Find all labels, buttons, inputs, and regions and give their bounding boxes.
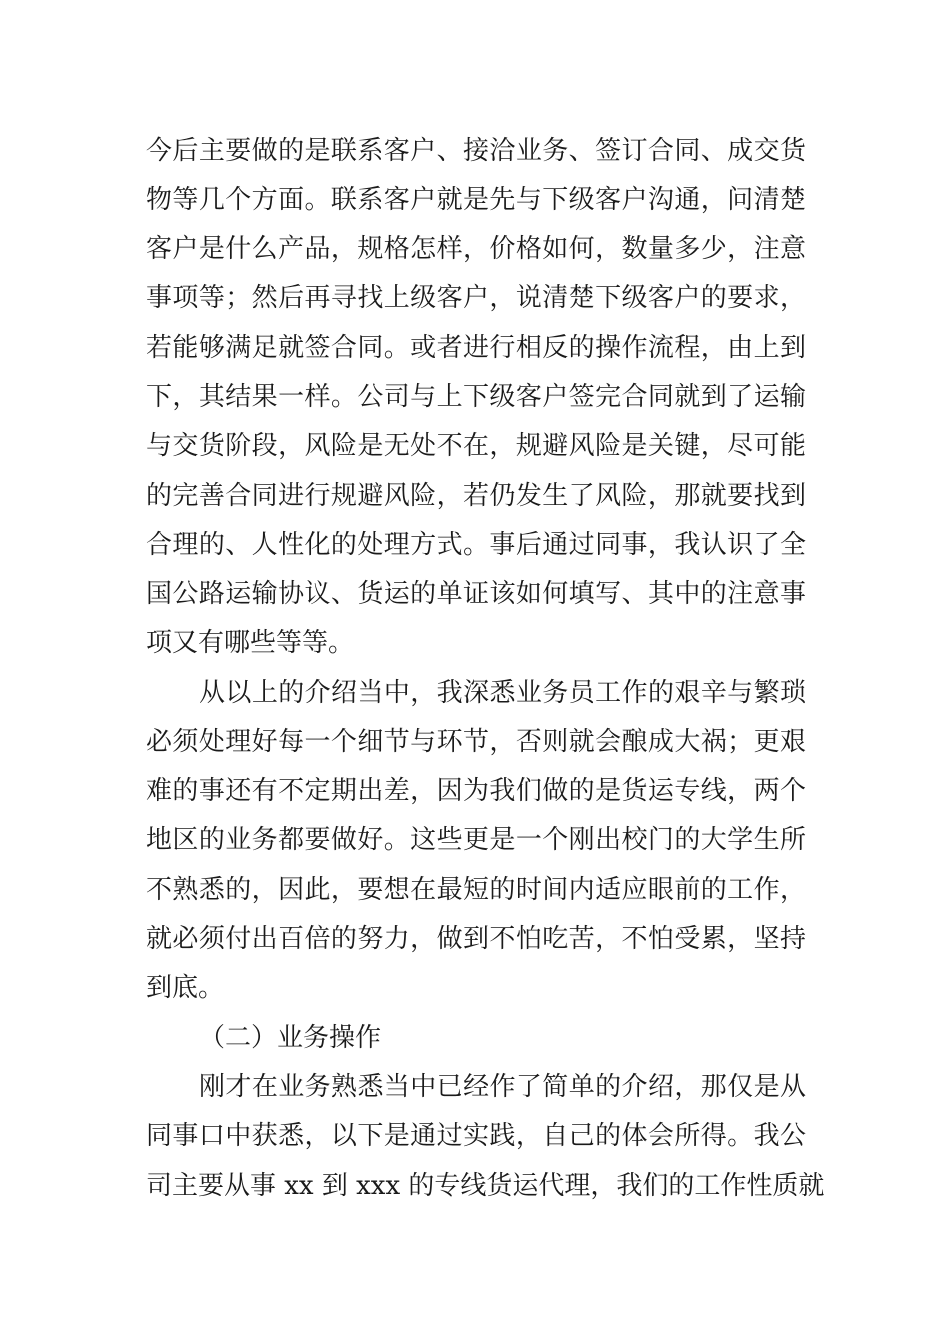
paragraph-line: 刚才在业务熟悉当中已经作了简单的介绍，那仅是从 [199, 1072, 806, 1102]
paragraph-line: 合理的、人性化的处理方式。事后通过同事，我认识了全 [146, 530, 806, 560]
paragraph-line: 同事口中获悉，以下是通过实践，自己的体会所得。我公 [146, 1121, 806, 1151]
paragraph-line: 国公路运输协议、货运的单证该如何填写、其中的注意事 [146, 579, 806, 609]
paragraph-line: 物等几个方面。联系客户就是先与下级客户沟通，问清楚 [146, 185, 806, 215]
paragraph-line: 客户是什么产品，规格怎样，价格如何，数量多少，注意 [146, 234, 806, 264]
paragraph-line: 若能够满足就签合同。或者进行相反的操作流程，由上到 [146, 333, 806, 363]
paragraph-line: 今后主要做的是联系客户、接洽业务、签订合同、成交货 [146, 136, 806, 166]
paragraph-line: 司主要从事 xx 到 xxx 的专线货运代理，我们的工作性质就 [146, 1171, 825, 1201]
paragraph-line: 到底。 [146, 973, 225, 1003]
paragraph-line: 必须处理好每一个细节与环节，否则就会酿成大祸；更艰 [146, 727, 806, 757]
paragraph-line: 难的事还有不定期出差，因为我们做的是货运专线，两个 [146, 776, 806, 806]
paragraph-line: 项又有哪些等等。 [146, 628, 355, 658]
paragraph-line: 不熟悉的，因此，要想在最短的时间内适应眼前的工作， [146, 875, 806, 905]
paragraph-line: 从以上的介绍当中，我深悉业务员工作的艰辛与繁琐 [199, 678, 806, 708]
paragraph-line: 的完善合同进行规避风险，若仍发生了风险，那就要找到 [146, 481, 806, 511]
paragraph-line: 就必须付出百倍的努力，做到不怕吃苦，不怕受累，坚持 [146, 924, 806, 954]
paragraph-line: 下，其结果一样。公司与上下级客户签完合同就到了运输 [146, 382, 806, 412]
paragraph-line: 事项等；然后再寻找上级客户，说清楚下级客户的要求， [146, 283, 806, 313]
paragraph-line: 地区的业务都要做好。这些更是一个刚出校门的大学生所 [146, 825, 806, 855]
section-heading: （二）业务操作 [199, 1023, 382, 1053]
paragraph-line: 与交货阶段，风险是无处不在，规避风险是关键，尽可能 [146, 431, 806, 461]
